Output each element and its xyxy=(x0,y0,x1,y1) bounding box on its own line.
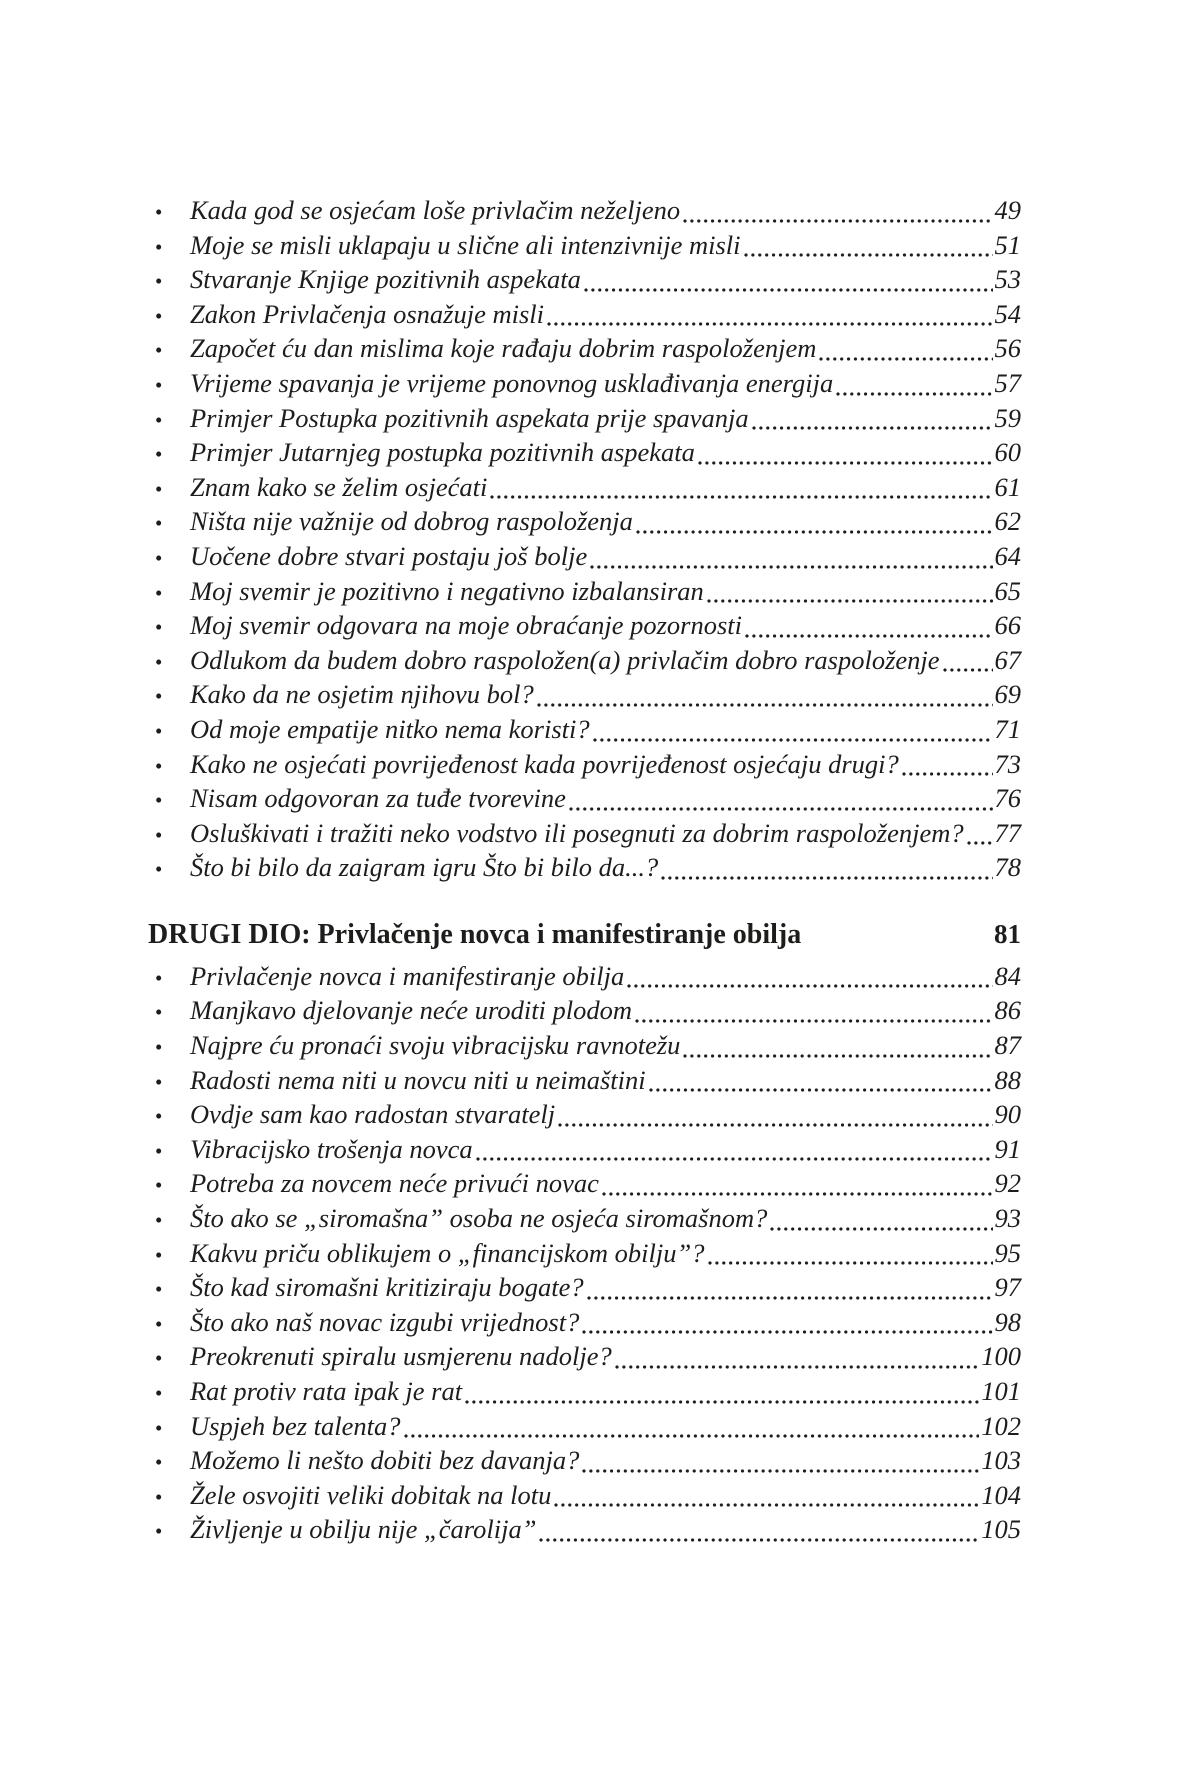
toc-entry-row xyxy=(155,297,1021,332)
toc-entry-row xyxy=(155,331,1021,366)
dot-leader xyxy=(636,530,993,534)
toc-entry-page: 49 xyxy=(994,195,1021,225)
toc-entry-row xyxy=(155,1305,1021,1340)
toc-entry-title: Ništa nije važnije od dobrog raspoloženja xyxy=(190,506,633,537)
bullet-icon: • xyxy=(155,649,163,674)
toc-entry-row xyxy=(155,959,1021,994)
toc-section-1-list xyxy=(155,193,1021,885)
toc-entry-page: 104 xyxy=(981,1479,1021,1510)
bullet-icon: • xyxy=(155,407,163,432)
toc-entry-row xyxy=(155,366,1021,401)
dot-leader xyxy=(476,1157,993,1161)
bullet-icon: • xyxy=(155,200,163,224)
dot-leader xyxy=(943,668,993,672)
toc-entry-title: Najpre ću pronaći svoju vibracijsku ravnotežu xyxy=(190,1030,681,1061)
bullet-icon: • xyxy=(155,1519,163,1544)
toc-entry-page: 60 xyxy=(994,437,1021,468)
toc-entry-title: Zakon Privlačenja osnažuje misli xyxy=(190,298,545,329)
dot-leader xyxy=(539,1538,979,1542)
bullet-icon: • xyxy=(155,857,163,882)
bullet-icon: • xyxy=(155,545,163,570)
toc-entry-row xyxy=(155,193,1021,228)
toc-entry-title: Od moje empatije nitko nema koristi? xyxy=(190,713,590,744)
toc-entry-row xyxy=(155,435,1021,470)
toc-entry-title: Što bi bilo da zaigram igru Što bi bilo da...? xyxy=(190,852,659,883)
toc-entry-title: Radosti nema niti u novcu niti u neimaštini xyxy=(190,1064,646,1095)
dot-leader xyxy=(558,1123,992,1127)
dot-leader xyxy=(582,1330,992,1334)
toc-entry-row xyxy=(155,608,1021,643)
toc-entry-row xyxy=(155,1201,1021,1236)
toc-entry-title: Kada god se osjećam loše privlačim neželjeno xyxy=(190,195,681,225)
toc-entry-row xyxy=(155,1097,1021,1132)
dot-leader xyxy=(683,219,992,223)
dot-leader xyxy=(967,841,993,845)
toc-entry-page: 57 xyxy=(994,367,1021,398)
toc-entry-title: Primjer Jutarnjeg postupka pozitivnih aspekata xyxy=(190,437,695,468)
dot-leader xyxy=(819,357,992,361)
toc-entry-title: Stvaranje Knjige pozitivnih aspekata xyxy=(190,264,581,295)
dot-leader xyxy=(627,984,992,988)
toc-entry-title: Žele osvojiti veliki dobitak na lotu xyxy=(190,1479,552,1510)
bullet-icon: • xyxy=(155,1138,163,1163)
toc-entry-row xyxy=(155,1409,1021,1444)
toc-entry-page: 67 xyxy=(994,644,1021,675)
dot-leader xyxy=(590,565,992,569)
dot-leader xyxy=(752,426,993,430)
dot-leader xyxy=(698,461,993,465)
dot-leader xyxy=(683,1054,992,1058)
toc-entry-page: 103 xyxy=(981,1445,1021,1476)
toc-entry-page: 61 xyxy=(994,471,1021,502)
toc-entry-title: Kakvu priču oblikujem o „financijskom obilju”? xyxy=(190,1237,705,1268)
bullet-icon: • xyxy=(155,1000,163,1025)
toc-entry-page: 54 xyxy=(994,298,1021,329)
toc-entry-row xyxy=(155,781,1021,816)
toc-entry-page: 77 xyxy=(994,817,1021,848)
toc-entry-title: Privlačenje novca i manifestiranje obilja xyxy=(190,960,625,991)
toc-entry-page: 78 xyxy=(994,852,1021,883)
toc-entry-page: 105 xyxy=(981,1514,1021,1545)
dot-leader xyxy=(615,1365,980,1369)
dot-leader xyxy=(582,1469,979,1473)
dot-leader xyxy=(707,599,993,603)
section-header-page: 81 xyxy=(994,918,1021,949)
toc-entry-title: Manjkavo djelovanje neće uroditi plodom xyxy=(190,995,633,1026)
toc-entry-title: Vibracijsko trošenja novca xyxy=(190,1133,473,1164)
bullet-icon: • xyxy=(155,965,163,990)
section-header-drugi-dio xyxy=(148,916,1021,952)
bullet-icon: • xyxy=(155,1346,163,1371)
toc-entry-page: 84 xyxy=(994,960,1021,991)
toc-entry-title: Nisam odgovoran za tuđe tvorevine xyxy=(190,783,566,814)
toc-entry-page: 53 xyxy=(994,264,1021,295)
bullet-icon: • xyxy=(155,1415,163,1440)
bullet-icon: • xyxy=(155,1035,163,1060)
toc-entry-page: 69 xyxy=(994,679,1021,710)
bullet-icon: • xyxy=(155,1277,163,1302)
toc-entry-title: Primjer Postupka pozitivnih aspekata prije spavanja xyxy=(190,402,749,433)
dot-leader xyxy=(649,1088,993,1092)
section-header-title: DRUGI DIO: Privlačenje novca i manifestiranje obilja xyxy=(148,918,802,950)
dot-leader xyxy=(635,1019,992,1023)
dot-leader xyxy=(902,772,993,776)
toc-entry-row xyxy=(155,747,1021,782)
bullet-icon: • xyxy=(155,822,163,847)
bullet-icon: • xyxy=(155,1208,163,1233)
bullet-icon: • xyxy=(155,303,163,328)
dot-leader xyxy=(569,807,993,811)
toc-content xyxy=(148,193,1021,1547)
toc-entry-title: Moj svemir je pozitivno i negativno izbalansiran xyxy=(190,575,704,606)
bullet-icon: • xyxy=(155,788,163,813)
toc-entry-page: 51 xyxy=(994,229,1021,260)
toc-entry-title: Življenje u obilju nije „čarolija” xyxy=(190,1514,537,1545)
bullet-icon: • xyxy=(155,718,163,743)
bullet-icon: • xyxy=(155,1242,163,1267)
toc-entry-title: Moje se misli uklapaju u slične ali intenzivnije misli xyxy=(190,229,741,260)
toc-entry-row xyxy=(155,712,1021,747)
toc-entry-title: Vrijeme spavanja je vrijeme ponovnog usklađivanja energija xyxy=(190,367,834,398)
bullet-icon: • xyxy=(155,372,163,397)
bullet-icon: • xyxy=(155,684,163,709)
toc-entry-title: Što ako naš novac izgubi vrijednost? xyxy=(190,1306,580,1337)
toc-entry-row xyxy=(155,504,1021,539)
toc-entry-row xyxy=(155,1512,1021,1547)
toc-entry-title: Znam kako se želim osjećati xyxy=(190,471,488,502)
bullet-icon: • xyxy=(155,269,163,294)
bullet-icon: • xyxy=(155,511,163,536)
dot-leader xyxy=(744,253,993,257)
dot-leader xyxy=(587,1296,993,1300)
bullet-icon: • xyxy=(155,1484,163,1509)
bullet-icon: • xyxy=(155,1104,163,1129)
toc-entry-page: 95 xyxy=(994,1237,1021,1268)
toc-entry-title: Što kad siromašni kritiziraju bogate? xyxy=(190,1272,584,1303)
toc-entry-title: Odlukom da budem dobro raspoložen(a) privlačim dobro raspoloženje xyxy=(190,644,940,675)
toc-entry-row xyxy=(155,643,1021,678)
bullet-icon: • xyxy=(155,580,163,605)
toc-entry-page: 76 xyxy=(994,783,1021,814)
bullet-icon: • xyxy=(155,753,163,778)
toc-entry-row xyxy=(155,470,1021,505)
bullet-icon: • xyxy=(155,338,163,363)
toc-entry-row xyxy=(155,1236,1021,1271)
toc-entry-title: Što ako se „siromašna” osoba ne osjeća siromašnom? xyxy=(190,1203,768,1234)
toc-entry-page: 73 xyxy=(994,748,1021,779)
toc-entry-row xyxy=(155,539,1021,574)
toc-entry-row xyxy=(155,574,1021,609)
toc-entry-page: 98 xyxy=(994,1306,1021,1337)
toc-entry-row xyxy=(155,1132,1021,1167)
bullet-icon: • xyxy=(155,442,163,467)
toc-entry-title: Možemo li nešto dobiti bez davanja? xyxy=(190,1445,580,1476)
toc-entry-page: 97 xyxy=(994,1272,1021,1303)
toc-entry-title: Uočene dobre stvari postaju još bolje xyxy=(190,540,588,571)
dot-leader xyxy=(593,738,993,742)
toc-entry-row xyxy=(155,993,1021,1028)
toc-entry-title: Ovdje sam kao radostan stvaratelj xyxy=(190,1099,556,1130)
toc-entry-row xyxy=(155,1443,1021,1478)
dot-leader xyxy=(547,322,992,326)
toc-entry-row xyxy=(155,1063,1021,1098)
toc-entry-title: Preokrenuti spiralu usmjerenu nadolje? xyxy=(190,1341,612,1372)
bullet-icon: • xyxy=(155,615,163,640)
dot-leader xyxy=(584,288,993,292)
toc-entry-title: Moj svemir odgovara na moje obraćanje pozornosti xyxy=(190,610,743,641)
toc-entry-page: 91 xyxy=(994,1133,1021,1164)
dot-leader xyxy=(661,876,992,880)
dot-leader xyxy=(745,634,992,638)
toc-entry-page: 90 xyxy=(994,1099,1021,1130)
dot-leader xyxy=(554,1503,979,1507)
dot-leader xyxy=(770,1227,992,1231)
toc-entry-title: Kako da ne osjetim njihovu bol? xyxy=(190,679,534,710)
toc-entry-page: 56 xyxy=(994,333,1021,364)
toc-entry-row xyxy=(155,262,1021,297)
toc-entry-page: 71 xyxy=(994,713,1021,744)
bullet-icon: • xyxy=(155,476,163,501)
toc-entry-title: Rat protiv rata ipak je rat xyxy=(190,1376,463,1406)
toc-entry-title: Kako ne osjećati povrijeđenost kada povrijeđenost osjećaju drugi? xyxy=(190,748,899,779)
toc-entry-title: Potreba za novcem neće privući novac xyxy=(190,1168,599,1199)
bullet-icon: • xyxy=(155,1069,163,1094)
toc-entry-row xyxy=(155,816,1021,851)
toc-entry-row xyxy=(155,850,1021,885)
dot-leader xyxy=(602,1192,993,1196)
bullet-icon: • xyxy=(155,234,163,259)
bullet-icon: • xyxy=(155,1311,163,1336)
toc-entry-page: 92 xyxy=(994,1168,1021,1199)
toc-entry-page: 102 xyxy=(981,1410,1021,1441)
toc-entry-row xyxy=(155,401,1021,436)
toc-entry-page: 64 xyxy=(994,540,1021,571)
toc-entry-row xyxy=(155,1028,1021,1063)
toc-entry-row xyxy=(155,1166,1021,1201)
toc-entry-page: 86 xyxy=(994,995,1021,1026)
bullet-icon: • xyxy=(155,1173,163,1198)
toc-entry-row xyxy=(155,1339,1021,1374)
toc-entry-page: 88 xyxy=(994,1064,1021,1095)
toc-entry-row xyxy=(155,228,1021,263)
dot-leader xyxy=(490,495,992,499)
bullet-icon: • xyxy=(155,1381,163,1405)
toc-entry-title: Uspjeh bez talenta? xyxy=(190,1410,401,1441)
toc-entry-page: 100 xyxy=(981,1341,1021,1372)
toc-entry-page: 65 xyxy=(994,575,1021,606)
dot-leader xyxy=(708,1261,993,1265)
toc-entry-row xyxy=(155,1374,1021,1409)
dot-leader xyxy=(465,1400,979,1404)
toc-entry-page: 62 xyxy=(994,506,1021,537)
toc-entry-row xyxy=(155,677,1021,712)
toc-entry-page: 66 xyxy=(994,610,1021,641)
toc-entry-page: 93 xyxy=(994,1203,1021,1234)
dot-leader xyxy=(404,1434,980,1438)
toc-entry-row xyxy=(155,1270,1021,1305)
toc-entry-title: Započet ću dan mislima koje rađaju dobrim raspoloženjem xyxy=(190,333,817,364)
toc-entry-page: 87 xyxy=(994,1030,1021,1061)
dot-leader xyxy=(836,392,992,396)
toc-section-2-list xyxy=(155,959,1021,1547)
toc-entry-title: Osluškivati i tražiti neko vodstvo ili posegnuti za dobrim raspoloženjem? xyxy=(190,817,964,848)
toc-entry-row xyxy=(155,1478,1021,1513)
toc-entry-page: 59 xyxy=(994,402,1021,433)
dot-leader xyxy=(537,703,993,707)
bullet-icon: • xyxy=(155,1450,163,1475)
toc-entry-page: 101 xyxy=(981,1376,1021,1406)
